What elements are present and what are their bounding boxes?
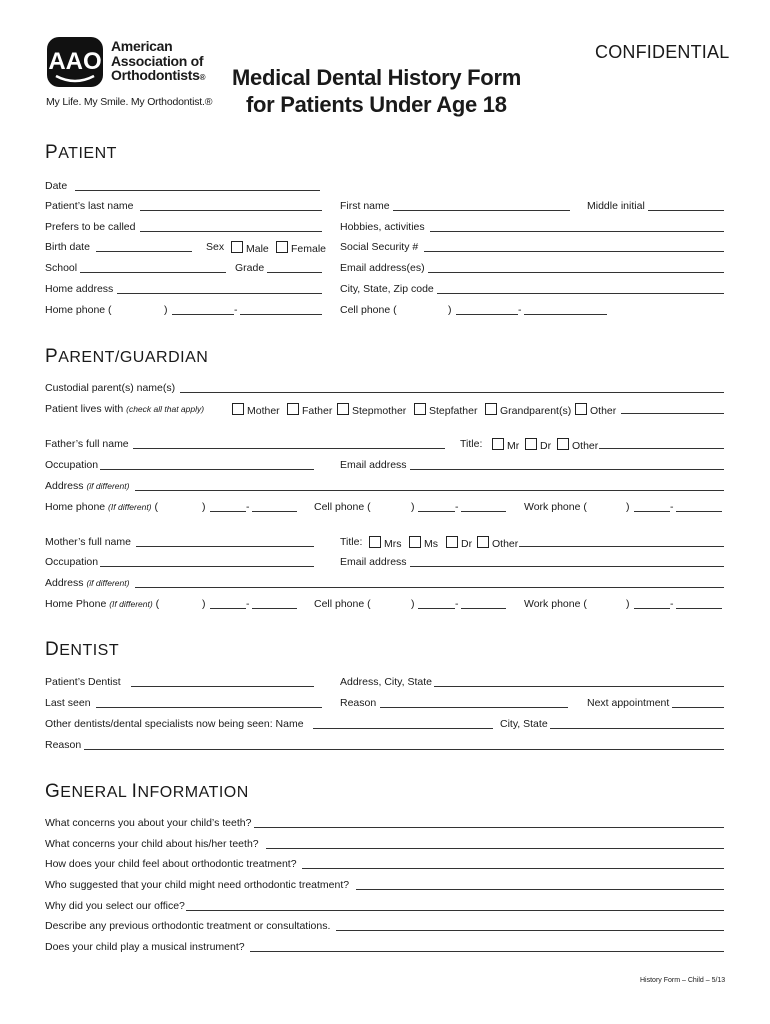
- field-father-work-line[interactable]: [676, 500, 722, 512]
- section-heading-patient: PATIENT: [45, 142, 117, 163]
- registered-mark: ®: [199, 73, 206, 82]
- label-father-address: [45, 480, 129, 492]
- home-phone-close-paren: ): [164, 304, 168, 316]
- father-home-phone-text: Home phone: [45, 501, 106, 513]
- org-line-3: Orthodontists: [111, 67, 200, 83]
- field-father-home-phone-line[interactable]: [252, 500, 297, 512]
- field-first-name[interactable]: [393, 199, 570, 211]
- section-heading-general-information: GENERAL INFORMATION: [45, 781, 249, 802]
- father-home-phone-open-paren: (: [154, 501, 158, 513]
- field-ssn[interactable]: [424, 240, 724, 252]
- option-grandparent-label: Grandparent(s): [500, 405, 572, 417]
- checkbox-female[interactable]: [276, 241, 288, 253]
- field-mother-title-other[interactable]: [519, 535, 724, 547]
- label-home-phone: Home phone (: [45, 304, 112, 316]
- mother-work-dash: -: [670, 598, 674, 610]
- label-father-title: Title:: [460, 438, 483, 450]
- field-fathers-name[interactable]: [133, 437, 445, 449]
- label-mother-cell: Cell phone (: [314, 598, 371, 610]
- field-hobbies[interactable]: [430, 220, 724, 232]
- label-last-seen: Last seen: [45, 697, 91, 709]
- father-work-dash: -: [670, 501, 674, 513]
- field-city-state-zip[interactable]: [437, 282, 724, 294]
- field-mother-address[interactable]: [135, 576, 724, 588]
- question-answer-field[interactable]: [254, 816, 724, 828]
- option-other-lives-label: Other: [590, 405, 617, 417]
- mother-cell-dash: -: [455, 598, 459, 610]
- form-title-line1: Medical Dental History Form: [232, 65, 521, 90]
- question-label: How does your child feel about orthodontic treatment?: [45, 858, 297, 870]
- question-label: Describe any previous orthodontic treatment or consultations.: [45, 920, 331, 932]
- field-cell-phone-line[interactable]: [524, 303, 607, 315]
- option-stepfather[interactable]: [414, 403, 477, 417]
- father-home-phone-note: (If different): [108, 502, 152, 512]
- field-father-occupation[interactable]: [100, 458, 314, 470]
- field-lives-with-other[interactable]: [621, 402, 724, 414]
- option-mother[interactable]: [232, 403, 280, 417]
- field-mother-occupation[interactable]: [100, 555, 314, 567]
- field-date[interactable]: [75, 179, 320, 191]
- label-grade: Grade: [235, 262, 265, 274]
- label-fathers-name: Father’s full name: [45, 438, 129, 450]
- field-father-cell-line[interactable]: [461, 500, 506, 512]
- mother-home-phone-close-paren: ): [202, 598, 206, 610]
- label-father-occupation: Occupation: [45, 459, 99, 471]
- field-last-seen[interactable]: [96, 696, 322, 708]
- field-home-phone-line[interactable]: [240, 303, 322, 315]
- label-father-work: Work phone (: [524, 501, 587, 513]
- footer-form-id: History Form – Child – 5/13: [640, 977, 726, 984]
- cell-phone-close-paren: ): [448, 304, 452, 316]
- field-other-dentists[interactable]: [313, 717, 493, 729]
- label-custodial: Custodial parent(s) name(s): [45, 382, 176, 394]
- option-stepmother-label: Stepmother: [352, 405, 407, 417]
- label-first-name: First name: [340, 200, 390, 212]
- field-cell-phone-prefix[interactable]: [456, 303, 518, 315]
- option-stepfather-label: Stepfather: [429, 405, 478, 417]
- option-mr[interactable]: [492, 438, 519, 452]
- option-mrs[interactable]: [369, 536, 402, 550]
- field-home-address[interactable]: [117, 282, 322, 294]
- option-mr-label: Mr: [507, 440, 520, 452]
- label-school: School: [45, 262, 78, 274]
- label-ssn: Social Security #: [340, 241, 419, 253]
- label-hobbies: Hobbies, activities: [340, 221, 425, 233]
- field-last-name[interactable]: [140, 199, 322, 211]
- field-home-phone-prefix[interactable]: [172, 303, 234, 315]
- section-heading-dentist: DENTIST: [45, 639, 120, 660]
- question-answer-field[interactable]: [186, 899, 724, 911]
- checkbox-male[interactable]: [231, 241, 243, 253]
- option-father[interactable]: [287, 403, 332, 417]
- field-next-appointment[interactable]: [672, 696, 724, 708]
- option-father-dr-label: Dr: [540, 440, 552, 452]
- field-custodial[interactable]: [180, 381, 724, 393]
- label-next-appointment: Next appointment: [587, 697, 670, 709]
- checkbox-other-lives[interactable]: [575, 403, 587, 415]
- option-mother-dr[interactable]: [446, 536, 472, 550]
- question-answer-field[interactable]: [266, 837, 724, 849]
- question-label: What concerns you about your child’s teeth?: [45, 817, 252, 829]
- father-address-note: (if different): [86, 481, 130, 491]
- field-father-work-prefix[interactable]: [634, 500, 670, 512]
- label-mothers-name: Mother’s full name: [45, 536, 131, 548]
- form-title-line2: for Patients Under Age 18: [246, 92, 507, 117]
- option-mrs-label: Mrs: [384, 538, 402, 550]
- option-female-label: Female: [291, 243, 327, 255]
- checkbox-father[interactable]: [287, 403, 299, 415]
- mother-address-note: (if different): [86, 578, 130, 588]
- aao-logo: [46, 36, 104, 88]
- label-mother-work: Work phone (: [524, 598, 587, 610]
- checkbox-stepmother[interactable]: [337, 403, 349, 415]
- option-father-label: Father: [302, 405, 333, 417]
- confidential-label: CONFIDENTIAL: [595, 42, 730, 62]
- field-father-email[interactable]: [410, 458, 724, 470]
- question-answer-field[interactable]: [302, 857, 724, 869]
- option-grandparent[interactable]: [485, 403, 571, 417]
- tagline: My Life. My Smile. My Orthodontist.®: [46, 96, 213, 108]
- field-birth-date[interactable]: [96, 240, 192, 252]
- field-email[interactable]: [428, 261, 724, 273]
- option-father-dr[interactable]: [525, 438, 551, 452]
- label-middle-initial: Middle initial: [587, 200, 645, 212]
- checkbox-grandparent[interactable]: [485, 403, 497, 415]
- label-last-name: Patient’s last name: [45, 200, 134, 212]
- label-other-city-state: City, State: [500, 718, 548, 730]
- label-patients-dentist: Patient’s Dentist: [45, 676, 121, 688]
- label-home-address: Home address: [45, 283, 114, 295]
- father-cell-close-paren: ): [411, 501, 415, 513]
- option-father-other-label: Other: [572, 440, 599, 452]
- field-grade[interactable]: [267, 261, 322, 273]
- checkbox-ms[interactable]: [409, 536, 421, 548]
- section-heading-parent-guardian: PARENT/GUARDIAN: [45, 346, 209, 367]
- field-dentist-address[interactable]: [434, 675, 724, 687]
- field-mother-work-line[interactable]: [676, 597, 722, 609]
- field-school[interactable]: [80, 261, 226, 273]
- label-mother-home-phone: [45, 598, 159, 610]
- mother-home-phone-open-paren: (: [155, 598, 160, 610]
- mother-work-close-paren: ): [626, 598, 630, 610]
- option-male[interactable]: [231, 241, 269, 255]
- label-father-email: Email address: [340, 459, 407, 471]
- field-other-city-state[interactable]: [550, 717, 724, 729]
- mother-address-text: Address: [45, 577, 84, 589]
- label-lives-with: [45, 403, 204, 415]
- checkbox-mr[interactable]: [492, 438, 504, 450]
- mother-home-phone-dash: -: [246, 598, 250, 610]
- org-name: [111, 39, 205, 86]
- question-label: What concerns your child about his/her teeth?: [45, 838, 259, 850]
- field-prefers[interactable]: [140, 220, 322, 232]
- label-city-state-zip: City, State, Zip code: [340, 283, 434, 295]
- aao-logo-mark: [46, 36, 104, 88]
- label-father-cell: Cell phone (: [314, 501, 371, 513]
- father-cell-dash: -: [455, 501, 459, 513]
- field-mothers-name[interactable]: [136, 535, 314, 547]
- label-date: Date: [45, 180, 68, 192]
- field-mother-cell-prefix[interactable]: [418, 597, 455, 609]
- field-mother-email[interactable]: [410, 555, 724, 567]
- cell-phone-dash: -: [518, 304, 522, 316]
- label-email: Email address(es): [340, 262, 425, 274]
- check-all-note: (check all that apply): [126, 404, 205, 414]
- label-dentist-reason: Reason: [340, 697, 377, 709]
- option-mother-other[interactable]: [477, 536, 518, 550]
- option-male-label: Male: [246, 243, 269, 255]
- father-home-phone-dash: -: [246, 501, 250, 513]
- home-phone-dash: -: [234, 304, 238, 316]
- question-label: Why did you select our office?: [45, 900, 185, 912]
- label-sex: Sex: [206, 241, 225, 253]
- option-stepmother[interactable]: [337, 403, 406, 417]
- question-label: Does your child play a musical instrument?: [45, 941, 245, 953]
- label-prefers: Prefers to be called: [45, 221, 136, 233]
- field-mother-home-phone-line[interactable]: [252, 597, 297, 609]
- question-answer-field[interactable]: [356, 878, 724, 890]
- field-mother-home-phone-prefix[interactable]: [210, 597, 246, 609]
- option-mother-other-label: Other: [492, 538, 519, 550]
- field-father-title-other[interactable]: [599, 437, 724, 449]
- label-mother-title: Title:: [340, 536, 363, 548]
- father-work-close-paren: ): [626, 501, 630, 513]
- label-cell-phone: Cell phone (: [340, 304, 397, 316]
- field-patients-dentist[interactable]: [131, 675, 314, 687]
- option-female[interactable]: [276, 241, 326, 255]
- field-other-reason[interactable]: [84, 738, 724, 750]
- label-other-dentists: Other dentists/dental specialists now being seen: Name: [45, 718, 304, 730]
- question-label: Who suggested that your child might need orthodontic treatment?: [45, 879, 350, 891]
- lives-with-text: Patient lives with: [45, 403, 124, 415]
- field-mother-cell-line[interactable]: [461, 597, 506, 609]
- question-answer-field[interactable]: [336, 919, 724, 931]
- label-birth-date: Birth date: [45, 241, 90, 253]
- option-mother-dr-label: Dr: [461, 538, 473, 550]
- mother-home-phone-text: Home Phone: [45, 598, 107, 610]
- org-line-1: American: [111, 38, 173, 54]
- checkbox-mother-dr[interactable]: [446, 536, 458, 548]
- label-mother-email: Email address: [340, 556, 407, 568]
- label-mother-occupation: Occupation: [45, 556, 99, 568]
- mother-home-phone-note: (If different): [109, 599, 153, 609]
- father-home-phone-close-paren: ): [202, 501, 206, 513]
- checkbox-mother[interactable]: [232, 403, 244, 415]
- option-ms-label: Ms: [424, 538, 438, 550]
- mother-cell-close-paren: ): [411, 598, 415, 610]
- field-mother-work-prefix[interactable]: [634, 597, 670, 609]
- field-middle-initial[interactable]: [648, 199, 724, 211]
- father-address-text: Address: [45, 480, 84, 492]
- field-dentist-reason[interactable]: [380, 696, 568, 708]
- label-mother-address: [45, 577, 129, 589]
- field-father-address[interactable]: [135, 479, 724, 491]
- org-line-2: Association of: [111, 52, 204, 69]
- checkbox-mother-other[interactable]: [477, 536, 489, 548]
- option-father-other[interactable]: [557, 438, 598, 452]
- option-mother-label: Mother: [247, 405, 280, 417]
- checkbox-stepfather[interactable]: [414, 403, 426, 415]
- logo-text: AAO: [48, 48, 102, 75]
- label-other-reason: Reason: [45, 739, 82, 751]
- question-answer-field[interactable]: [250, 940, 724, 952]
- field-father-home-phone-prefix[interactable]: [210, 500, 246, 512]
- option-other-lives[interactable]: [575, 403, 616, 417]
- field-father-cell-prefix[interactable]: [418, 500, 455, 512]
- checkbox-father-dr[interactable]: [525, 438, 537, 450]
- option-ms[interactable]: [409, 536, 438, 550]
- checkbox-father-other[interactable]: [557, 438, 569, 450]
- checkbox-mrs[interactable]: [369, 536, 381, 548]
- label-father-home-phone: [45, 501, 158, 513]
- label-dentist-address: Address, City, State: [340, 676, 433, 688]
